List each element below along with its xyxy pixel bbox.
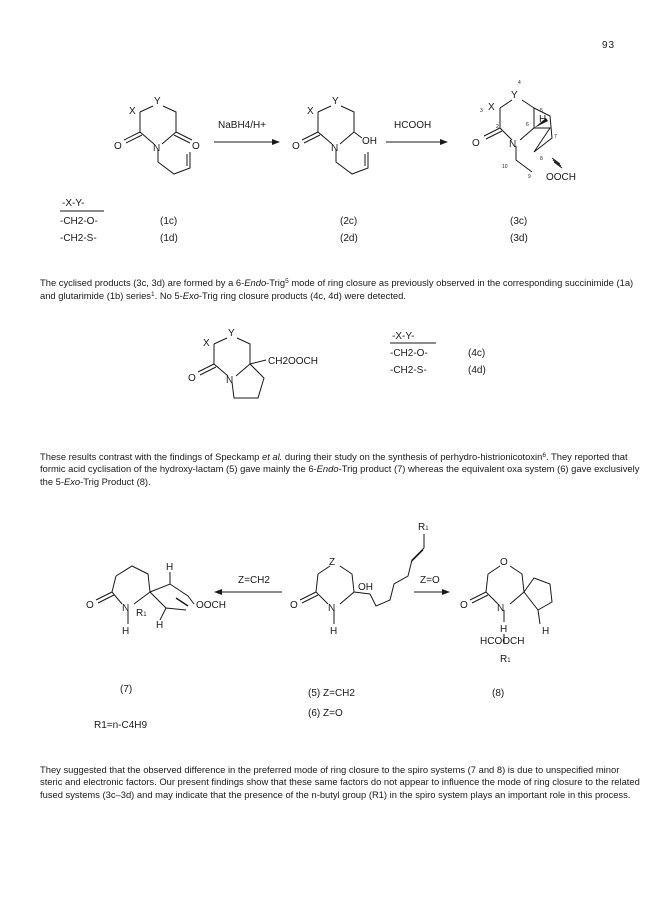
svg-text:O: O bbox=[86, 600, 94, 611]
svg-text:H: H bbox=[166, 562, 174, 573]
label-3d: (3d) bbox=[510, 233, 528, 244]
structure-7 bbox=[86, 562, 226, 637]
structure-2 bbox=[292, 96, 377, 174]
svg-text:O: O bbox=[114, 141, 122, 152]
label-4c: (4c) bbox=[468, 348, 486, 359]
reagent-nabh4: NaBH4/H+ bbox=[218, 120, 267, 131]
label-7: (7) bbox=[120, 684, 133, 695]
paragraph-3: They suggested that the observed difference in the preferred mode of ring closure to the spiro systems (7 and 8) is due to unspecified minor steric and electronic factors. Our present findings show that these same factors do not appear to influence the mode of ring closure to the related fused systems (3c–3d) and may indicate that the presence of the n-butyl group (R1) in the spiro system plays an important role in this process. bbox=[40, 764, 640, 800]
r1-definition: R1=n-C4H9 bbox=[94, 720, 148, 731]
svg-text:Y: Y bbox=[154, 96, 161, 107]
svg-text:HCOOCH: HCOOCH bbox=[480, 636, 525, 647]
structure-3 bbox=[472, 80, 576, 183]
structure-5-6 bbox=[290, 522, 429, 637]
reagent-hcooh: HCOOH bbox=[394, 120, 432, 131]
svg-text:N: N bbox=[122, 603, 130, 614]
svg-text:O: O bbox=[188, 373, 196, 384]
svg-text:4: 4 bbox=[518, 80, 521, 86]
svg-text:H: H bbox=[500, 624, 508, 635]
svg-text:O: O bbox=[500, 557, 508, 568]
svg-text:7: 7 bbox=[554, 134, 557, 140]
svg-text:O: O bbox=[460, 600, 468, 611]
label-2d: (2d) bbox=[340, 233, 358, 244]
svg-text:Y: Y bbox=[332, 96, 339, 107]
svg-text:2: 2 bbox=[496, 124, 499, 130]
svg-text:10: 10 bbox=[502, 164, 508, 170]
svg-text:X: X bbox=[203, 338, 210, 349]
xy-header-1: -X-Y- bbox=[62, 198, 85, 209]
xy2-row1: -CH2-O- bbox=[390, 348, 428, 359]
xy2-row2: -CH2-S- bbox=[390, 365, 427, 376]
svg-text:N: N bbox=[328, 603, 336, 614]
svg-text:O: O bbox=[290, 600, 298, 611]
reagent-z-o: Z=O bbox=[420, 575, 440, 586]
svg-text:OH: OH bbox=[358, 582, 373, 593]
svg-text:O: O bbox=[472, 138, 480, 149]
svg-text:OOCH: OOCH bbox=[546, 172, 576, 183]
paragraph-1: The cyclised products (3c, 3d) are formed by a 6-Endo-Trig$^5$ mode of ring closure as previously observed in the corresponding succinimide (1a) and glutarimide (1b) series$^1$. No 5-Exo-Trig ring closure products (4c, 4d) were detected. bbox=[40, 277, 634, 302]
label-1c: (1c) bbox=[160, 216, 178, 227]
label-1d: (1d) bbox=[160, 233, 178, 244]
structure-4 bbox=[188, 328, 318, 398]
substituent-ch2ooch: CH2OOCH bbox=[268, 356, 319, 367]
svg-text:N: N bbox=[153, 143, 161, 154]
page-number: 93 bbox=[602, 40, 616, 51]
svg-text:OOCH: OOCH bbox=[196, 600, 226, 611]
svg-text:X: X bbox=[129, 106, 136, 117]
label-8: (8) bbox=[492, 688, 505, 699]
svg-text:H: H bbox=[122, 626, 130, 637]
svg-text:N: N bbox=[226, 375, 234, 386]
svg-text:8: 8 bbox=[540, 156, 543, 162]
reagent-z-ch2: Z=CH2 bbox=[238, 575, 270, 586]
svg-text:O: O bbox=[292, 141, 300, 152]
svg-text:OH: OH bbox=[362, 136, 377, 147]
label-2c: (2c) bbox=[340, 216, 358, 227]
svg-text:O: O bbox=[192, 141, 200, 152]
xy-header-2: -X-Y- bbox=[392, 331, 415, 342]
paragraph-2: These results contrast with the findings of Speckamp et al. during their study on the synthesis of perhydro-histrionicotoxin$^6$. They reported that formic acid cyclisation of the hydroxy-lactam (5) gave mainly the 6-Endo-Trig product (7) whereas the equivalent oxa system (6) gave exclusively the 5-Exo-Trig Product (8). bbox=[40, 451, 640, 487]
svg-text:N: N bbox=[509, 139, 517, 150]
svg-text:9: 9 bbox=[528, 174, 531, 180]
svg-text:R1: R1 bbox=[418, 522, 429, 533]
svg-text:X: X bbox=[307, 106, 314, 117]
svg-text:H: H bbox=[330, 626, 338, 637]
label-4d: (4d) bbox=[468, 365, 486, 376]
label-6: (6) Z=O bbox=[308, 708, 343, 719]
svg-text:5: 5 bbox=[540, 108, 543, 114]
svg-text:H: H bbox=[539, 114, 547, 125]
label-3c: (3c) bbox=[510, 216, 528, 227]
svg-text:3: 3 bbox=[480, 108, 483, 114]
svg-text:6: 6 bbox=[526, 122, 529, 128]
svg-text:Y: Y bbox=[511, 90, 518, 101]
svg-text:Y: Y bbox=[228, 328, 235, 339]
xy-row1: -CH2-O- bbox=[60, 216, 98, 227]
svg-text:N: N bbox=[497, 603, 505, 614]
svg-text:H: H bbox=[156, 620, 164, 631]
structure-1 bbox=[114, 96, 200, 174]
svg-text:N: N bbox=[331, 143, 339, 154]
label-5: (5) Z=CH2 bbox=[308, 688, 355, 699]
svg-text:Z: Z bbox=[329, 557, 336, 568]
xy-row2: -CH2-S- bbox=[60, 233, 97, 244]
svg-text:X: X bbox=[488, 102, 495, 113]
svg-text:R1: R1 bbox=[136, 608, 147, 619]
svg-text:H: H bbox=[542, 626, 550, 637]
svg-text:R1: R1 bbox=[500, 654, 511, 665]
structure-8 bbox=[460, 557, 552, 665]
